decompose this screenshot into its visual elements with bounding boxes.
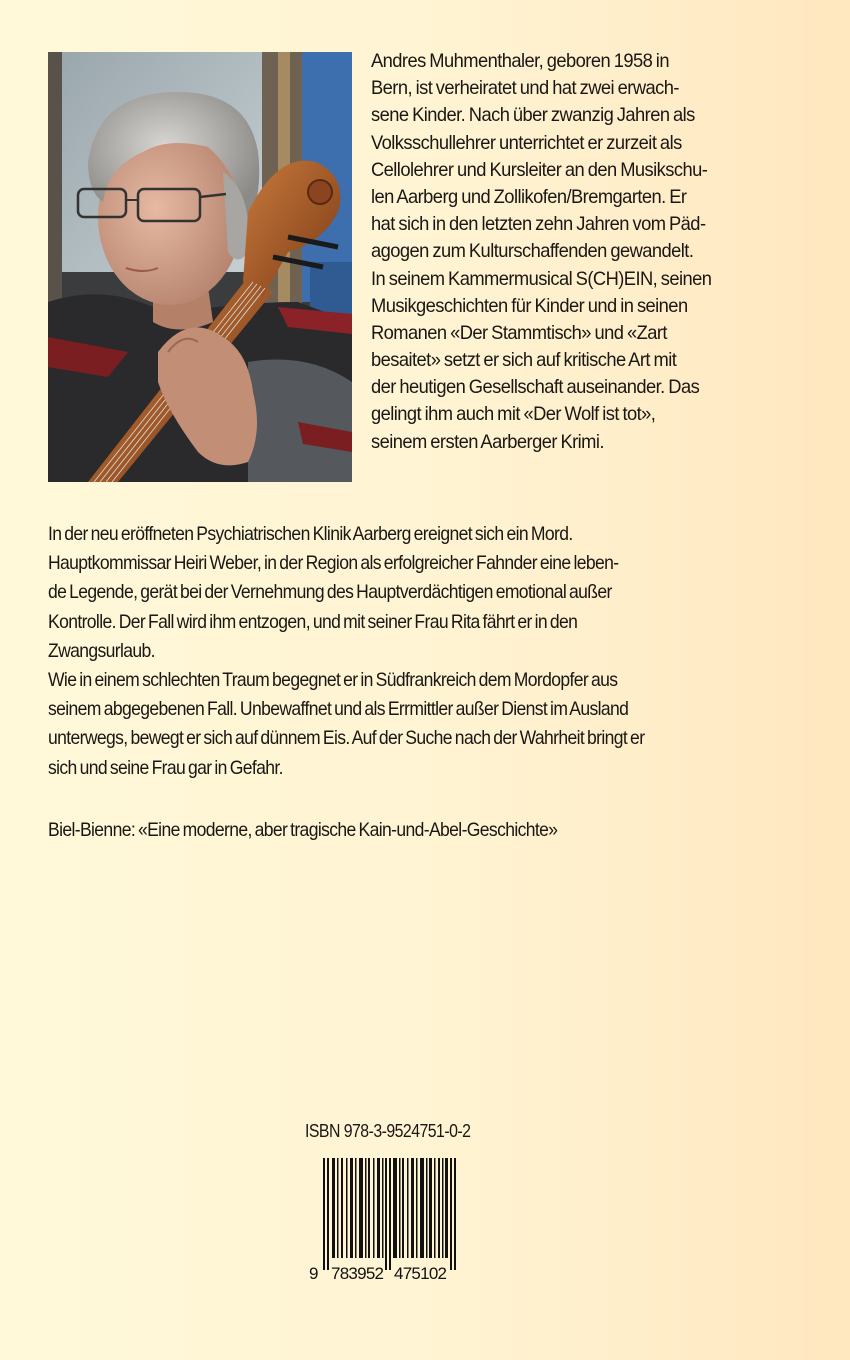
author-bio-line: Volksschullehrer unterrichtet er zurzeit als: [371, 131, 682, 154]
author-bio-line: gelingt ihm auch mit «Der Wolf ist tot»,: [371, 403, 656, 426]
author-bio-line: Cellolehrer und Kursleiter an den Musikschu-: [371, 158, 708, 181]
blurb-line: de Legende, gerät bei der Vernehmung des Hauptverdächtigen emotional außer: [48, 581, 612, 604]
author-bio-line: In seinem Kammermusical S(CH)EIN, seinen: [371, 267, 712, 290]
author-photo: [48, 52, 352, 482]
blurb-line: seinem abgegebenen Fall. Unbewaffnet und als Errmittler außer Dienst im Ausland: [48, 698, 629, 721]
barcode-digits-right: 475102: [394, 1264, 447, 1282]
author-bio-line: Andres Muhmenthaler, geboren 1958 in: [371, 50, 669, 72]
barcode-digit-first: 9: [309, 1264, 319, 1282]
press-quote: Biel-Bienne: «Eine moderne, aber tragische Kain-und-Abel-Geschichte»: [48, 819, 558, 841]
book-blurb: [48, 520, 678, 783]
author-bio-line: der heutigen Gesellschaft auseinander. Das: [371, 376, 700, 399]
author-bio-line: Romanen «Der Stammtisch» und «Zart: [371, 321, 667, 344]
author-bio-line: Musikgeschichten für Kinder und in seinen: [371, 294, 688, 317]
author-bio-line: Bern, ist verheiratet und hat zwei erwach-: [371, 77, 679, 100]
blurb-line: In der neu eröffneten Psychiatrischen Klinik Aarberg ereignet sich ein Mord.: [48, 523, 573, 545]
blurb-line: unterwegs, bewegt er sich auf dünnem Eis. Auf der Suche nach der Wahrheit bringt er: [48, 727, 645, 750]
author-bio-line: agogen zum Kulturschaffenden gewandelt.: [371, 240, 694, 263]
blurb-line: Kontrolle. Der Fall wird ihm entzogen, und mit seiner Frau Rita fährt er in den: [48, 610, 578, 633]
blurb-line: Hauptkommissar Heiri Weber, in der Region als erfolgreicher Fahnder eine leben-: [48, 552, 619, 575]
barcode-digits-left: 783952: [331, 1264, 384, 1282]
isbn-label: ISBN 978-3-9524751-0-2: [305, 1121, 471, 1141]
author-bio-line: besaitet» setzt er sich auf kritische Art mit: [371, 349, 677, 372]
author-bio-line: len Aarberg und Zollikofen/Bremgarten. Er: [371, 185, 687, 208]
barcode-icon: [307, 1158, 475, 1282]
blurb-line: Zwangsurlaub.: [48, 639, 155, 662]
author-portrait-image: [48, 52, 352, 482]
isbn-barcode: [307, 1158, 475, 1282]
author-bio: [371, 48, 728, 456]
blurb-line: Wie in einem schlechten Traum begegnet er in Südfrankreich dem Mordopfer aus: [48, 668, 618, 691]
author-bio-line: hat sich in den letzten zehn Jahren vom Päd-: [371, 213, 706, 236]
author-bio-line: seinem ersten Aarberger Krimi.: [371, 430, 604, 453]
blurb-line: sich und seine Frau gar in Gefahr.: [48, 756, 283, 779]
author-bio-line: sene Kinder. Nach über zwanzig Jahren als: [371, 104, 695, 127]
